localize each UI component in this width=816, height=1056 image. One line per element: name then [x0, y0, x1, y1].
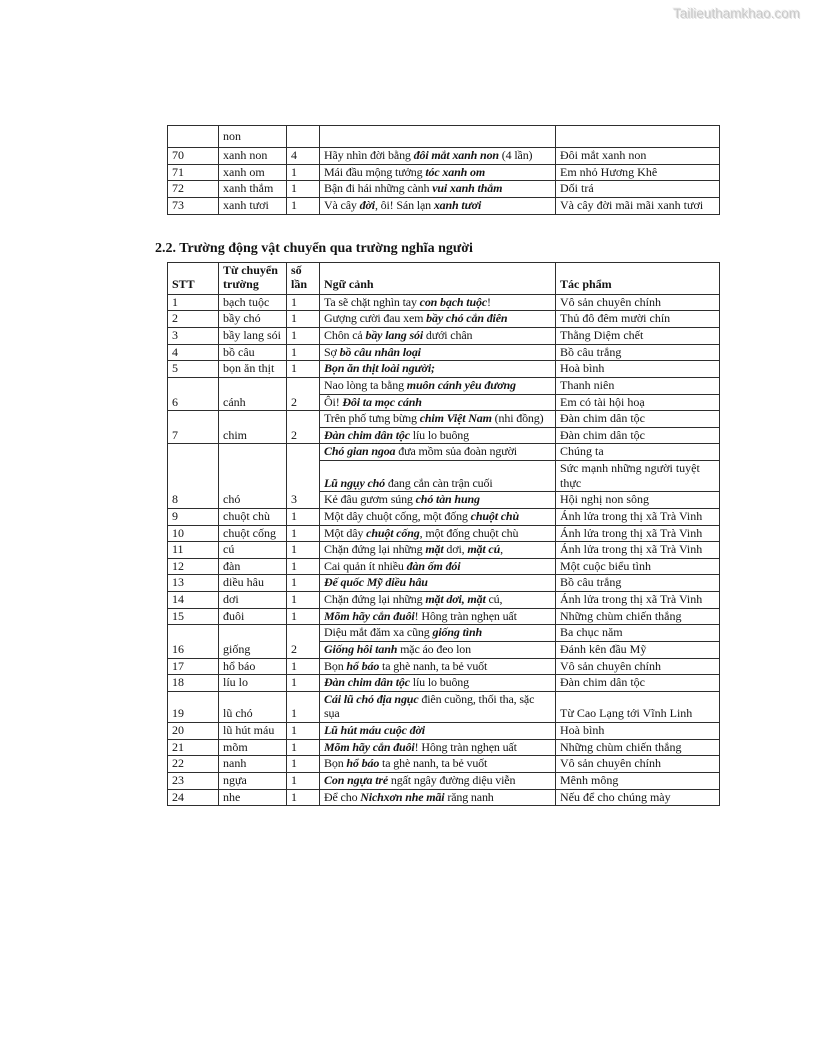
count-cell: 1: [287, 575, 320, 592]
column-header-1: Từ chuyển trường: [219, 262, 287, 294]
word-cell: đàn: [219, 558, 287, 575]
context-cell: Đàn chim dân tộc líu lo buông: [320, 675, 556, 692]
context-cell: Đàn chim dân tộc líu lo buông: [320, 427, 556, 444]
table-row: [168, 411, 720, 428]
stt-cell: 9: [168, 508, 219, 525]
highlighted-phrase: Lũ hút máu cuộc đời: [324, 723, 425, 737]
word-cell: chó: [219, 444, 287, 509]
work-cell: Đánh kên đầu Mỹ: [556, 641, 720, 658]
count-cell: 2: [287, 625, 320, 658]
context-cell: Nao lòng ta bằng muôn cánh yêu đương: [320, 377, 556, 394]
stt-cell: 17: [168, 658, 219, 675]
count-cell: 1: [287, 772, 320, 789]
highlighted-phrase: tóc xanh om: [425, 164, 486, 179]
table-row: [168, 575, 720, 592]
stt-cell: 72: [168, 181, 219, 198]
table-row: [168, 197, 720, 214]
count-cell: 1: [287, 789, 320, 806]
word-cell: dơi: [219, 592, 287, 609]
work-cell: Vô sản chuyên chính: [556, 756, 720, 773]
word-cell: bọn ăn thịt: [219, 361, 287, 378]
table-row: [168, 328, 720, 345]
count-cell: [287, 126, 320, 148]
stt-cell: 1: [168, 294, 219, 311]
table-row: [168, 675, 720, 692]
context-cell: Và cây đời, ôi! Sán lạn xanh tươi: [320, 197, 556, 214]
word-cell: bầy lang sói: [219, 328, 287, 345]
table-row: [168, 181, 720, 198]
stt-cell: 13: [168, 575, 219, 592]
highlighted-phrase: chuột chù: [470, 508, 519, 523]
table-row: [168, 558, 720, 575]
stt-cell: 7: [168, 411, 219, 444]
highlighted-phrase: Chó gian ngoa: [324, 444, 396, 459]
stt-cell: 21: [168, 739, 219, 756]
context-cell: Trên phố tưng bừng chim Việt Nam (nhi đồng): [320, 411, 556, 428]
word-cell: diều hâu: [219, 575, 287, 592]
highlighted-phrase: Lũ ngụy chó: [324, 475, 386, 490]
table-row: [168, 723, 720, 740]
word-cell: lũ chó: [219, 691, 287, 722]
count-cell: 1: [287, 658, 320, 675]
section-heading: 2.2. Trường động vật chuyển qua trường nghĩa người: [155, 240, 473, 256]
highlighted-phrase: đàn ốm đói: [406, 558, 461, 573]
stt-cell: 15: [168, 608, 219, 625]
stt-cell: 6: [168, 377, 219, 410]
highlighted-phrase: hổ báo: [346, 658, 380, 673]
stt-cell: 8: [168, 444, 219, 509]
table-row: [168, 148, 720, 165]
header-row: [168, 262, 720, 294]
count-cell: 1: [287, 558, 320, 575]
work-cell: Hoà bình: [556, 361, 720, 378]
work-cell: Hoà bình: [556, 723, 720, 740]
highlighted-phrase: bầy chó cắn điên: [426, 311, 508, 326]
work-cell: Những chùm chiến thắng: [556, 739, 720, 756]
count-cell: 2: [287, 377, 320, 410]
work-cell: Em có tài hội hoạ: [556, 394, 720, 411]
highlighted-phrase: đời: [359, 197, 375, 212]
context-cell: Mõm hãy cắn đuôi! Hông tràn nghẹn uất: [320, 608, 556, 625]
stt-cell: 20: [168, 723, 219, 740]
word-cell: xanh non: [219, 148, 287, 165]
watermark: Tailieuthamkhao.com: [673, 6, 800, 21]
work-cell: Một cuộc biểu tình: [556, 558, 720, 575]
context-cell: Con ngựa trẻ ngất ngây đường diệu viễn: [320, 772, 556, 789]
work-cell: Sức mạnh những người tuyệt thực: [556, 461, 720, 492]
table-row: [168, 756, 720, 773]
table-row: [168, 542, 720, 559]
context-cell: Bọn hổ báo ta ghè nanh, ta bẻ vuốt: [320, 658, 556, 675]
table-row: [168, 508, 720, 525]
table-row: [168, 361, 720, 378]
highlighted-phrase: giống tình: [432, 625, 483, 640]
context-cell: Ta sẽ chặt nghìn tay con bạch tuộc!: [320, 294, 556, 311]
highlighted-phrase: Đàn chim dân tộc: [324, 675, 410, 690]
stt-cell: 11: [168, 542, 219, 559]
work-cell: Hội nghị non sông: [556, 492, 720, 509]
column-header-4: Tác phẩm: [556, 262, 720, 294]
stt-cell: 70: [168, 148, 219, 165]
count-cell: 1: [287, 608, 320, 625]
work-cell: Những chùm chiến thắng: [556, 608, 720, 625]
word-cell: líu lo: [219, 675, 287, 692]
count-cell: 1: [287, 344, 320, 361]
highlighted-phrase: bồ câu nhân loại: [339, 344, 421, 359]
column-header-0: STT: [168, 262, 219, 294]
table-row: [168, 444, 720, 461]
work-cell: [556, 126, 720, 148]
table-row: [168, 625, 720, 642]
work-cell: Bồ câu trắng: [556, 575, 720, 592]
work-cell: Dối trá: [556, 181, 720, 198]
word-cell: chim: [219, 411, 287, 444]
work-cell: Vô sản chuyên chính: [556, 294, 720, 311]
count-cell: 1: [287, 181, 320, 198]
table-row: [168, 525, 720, 542]
stt-cell: 10: [168, 525, 219, 542]
work-cell: Chúng ta: [556, 444, 720, 461]
color-words-table-continued: [167, 125, 720, 215]
animal-field-table: [167, 262, 720, 807]
count-cell: 1: [287, 723, 320, 740]
context-cell: [320, 723, 556, 740]
work-cell: Em nhỏ Hương Khê: [556, 164, 720, 181]
count-cell: 1: [287, 525, 320, 542]
count-cell: 1: [287, 756, 320, 773]
stt-cell: 18: [168, 675, 219, 692]
context-cell: Cai quản ít nhiều đàn ốm đói: [320, 558, 556, 575]
word-cell: bồ câu: [219, 344, 287, 361]
highlighted-phrase: mặt: [425, 542, 444, 557]
count-cell: 3: [287, 444, 320, 509]
word-cell: chuột chù: [219, 508, 287, 525]
word-cell: xanh thắm: [219, 181, 287, 198]
context-cell: Chặn đứng lại những mặt dơi, mặt cú,: [320, 542, 556, 559]
table-row: [168, 691, 720, 722]
context-cell: Mõm hãy cắn đuôi! Hông tràn nghẹn uất: [320, 739, 556, 756]
work-cell: Ánh lửa trong thị xã Trà Vinh: [556, 592, 720, 609]
context-cell: Lũ ngụy chó đang cắn càn trận cuối: [320, 461, 556, 492]
work-cell: Từ Cao Lạng tới Vĩnh Linh: [556, 691, 720, 722]
word-cell: lũ hút máu: [219, 723, 287, 740]
count-cell: 1: [287, 675, 320, 692]
table-row: [168, 344, 720, 361]
context-cell: [320, 361, 556, 378]
stt-cell: 5: [168, 361, 219, 378]
work-cell: Thằng Diệm chết: [556, 328, 720, 345]
word-cell: mõm: [219, 739, 287, 756]
word-cell: cánh: [219, 377, 287, 410]
count-cell: 2: [287, 411, 320, 444]
work-cell: Ba chục năm: [556, 625, 720, 642]
highlighted-phrase: chim Việt Nam: [419, 411, 492, 426]
stt-cell: 14: [168, 592, 219, 609]
stt-cell: 73: [168, 197, 219, 214]
context-cell: Cái lũ chó địa ngục điên cuồng, thối tha, sặc sụa: [320, 691, 556, 722]
work-cell: Nếu để cho chúng mày: [556, 789, 720, 806]
context-cell: Chó gian ngoa đưa mồm sủa đoàn người: [320, 444, 556, 461]
highlighted-phrase: Nichxơn nhe mãi: [360, 789, 445, 804]
stt-cell: 2: [168, 311, 219, 328]
stt-cell: 12: [168, 558, 219, 575]
word-cell: non: [219, 126, 287, 148]
context-cell: Một dây chuột cống, một đống chuột chù: [320, 525, 556, 542]
highlighted-phrase: đôi mắt xanh non: [413, 148, 499, 162]
count-cell: 1: [287, 197, 320, 214]
highlighted-phrase: Bọn ăn thịt loài người;: [324, 361, 435, 376]
highlighted-phrase: muôn cánh yêu đương: [406, 377, 516, 392]
highlighted-phrase: vui xanh thắm: [432, 181, 503, 196]
stt-cell: [168, 126, 219, 148]
count-cell: 1: [287, 361, 320, 378]
page-content: [155, 125, 719, 806]
work-cell: Đàn chim dân tộc: [556, 427, 720, 444]
count-cell: 1: [287, 508, 320, 525]
count-cell: 4: [287, 148, 320, 165]
stt-cell: 23: [168, 772, 219, 789]
context-cell: [320, 575, 556, 592]
context-cell: Ôi! Đôi ta mọc cánh: [320, 394, 556, 411]
count-cell: 1: [287, 164, 320, 181]
context-cell: Diệu mắt đăm xa cũng giống tình: [320, 625, 556, 642]
context-cell: Kẻ đâu gươm súng chó tàn hung: [320, 492, 556, 509]
table-row: [168, 311, 720, 328]
highlighted-phrase: chuột cống: [366, 525, 420, 540]
highlighted-phrase: chó tàn hung: [415, 492, 480, 507]
work-cell: Đàn chim dân tộc: [556, 675, 720, 692]
context-cell: Bận đi hái những cành vui xanh thắm: [320, 181, 556, 198]
count-cell: 1: [287, 592, 320, 609]
word-cell: chuột cống: [219, 525, 287, 542]
context-cell: Chôn cả bầy lang sói dưới chân: [320, 328, 556, 345]
word-cell: ngựa: [219, 772, 287, 789]
stt-cell: 71: [168, 164, 219, 181]
word-cell: nhe: [219, 789, 287, 806]
context-cell: Giống hôi tanh mặc áo đeo lon: [320, 641, 556, 658]
column-header-3: Ngữ cảnh: [320, 262, 556, 294]
work-cell: Ánh lửa trong thị xã Trà Vinh: [556, 542, 720, 559]
work-cell: Và cây đời mãi mãi xanh tươi: [556, 197, 720, 214]
count-cell: 1: [287, 542, 320, 559]
table-row: [168, 739, 720, 756]
word-cell: bạch tuộc: [219, 294, 287, 311]
highlighted-phrase: Đôi ta mọc cánh: [342, 394, 422, 409]
highlighted-phrase: mặt dơi, mặt: [425, 592, 486, 606]
stt-cell: 16: [168, 625, 219, 658]
table-row: [168, 377, 720, 394]
context-cell: Để cho Nichxơn nhe mãi răng nanh: [320, 789, 556, 806]
table-row: [168, 126, 720, 148]
table-row: [168, 592, 720, 609]
column-header-2: số lần: [287, 262, 320, 294]
work-cell: Đôi mắt xanh non: [556, 148, 720, 165]
context-cell: [320, 126, 556, 148]
table-row: [168, 789, 720, 806]
work-cell: Thanh niên: [556, 377, 720, 394]
stt-cell: 19: [168, 691, 219, 722]
table-row: [168, 772, 720, 789]
table-row: [168, 164, 720, 181]
highlighted-phrase: xanh tươi: [433, 197, 482, 212]
highlighted-phrase: Giống hôi tanh: [324, 641, 398, 656]
count-cell: 1: [287, 691, 320, 722]
context-cell: Sợ bồ câu nhân loại: [320, 344, 556, 361]
count-cell: 1: [287, 311, 320, 328]
context-cell: Chặn đứng lại những mặt dơi, mặt cú,: [320, 592, 556, 609]
highlighted-phrase: Cái lũ chó địa ngục: [324, 691, 419, 706]
table-row: [168, 294, 720, 311]
context-cell: Mái đầu mộng tưởng tóc xanh om: [320, 164, 556, 181]
context-cell: Một dây chuột cống, một đống chuột chù: [320, 508, 556, 525]
highlighted-phrase: Đế quốc Mỹ diều hâu: [324, 575, 428, 590]
highlighted-phrase: Mõm hãy cắn đuôi: [324, 739, 415, 754]
work-cell: Ánh lửa trong thị xã Trà Vinh: [556, 508, 720, 525]
table-row: [168, 658, 720, 675]
table-row: [168, 608, 720, 625]
stt-cell: 22: [168, 756, 219, 773]
work-cell: Ánh lửa trong thị xã Trà Vinh: [556, 525, 720, 542]
highlighted-phrase: mặt cú: [467, 542, 501, 557]
highlighted-phrase: Đàn chim dân tộc: [324, 427, 410, 442]
word-cell: nanh: [219, 756, 287, 773]
highlighted-phrase: con bạch tuộc: [419, 294, 488, 309]
count-cell: 1: [287, 328, 320, 345]
word-cell: bầy chó: [219, 311, 287, 328]
word-cell: giống: [219, 625, 287, 658]
word-cell: đuôi: [219, 608, 287, 625]
highlighted-phrase: Con ngựa trẻ: [324, 772, 389, 787]
highlighted-phrase: hổ báo: [346, 756, 380, 771]
stt-cell: 24: [168, 789, 219, 806]
count-cell: 1: [287, 739, 320, 756]
word-cell: xanh tươi: [219, 197, 287, 214]
context-cell: Hãy nhìn đời bằng đôi mắt xanh non (4 lần): [320, 148, 556, 165]
word-cell: xanh om: [219, 164, 287, 181]
work-cell: Mênh mông: [556, 772, 720, 789]
work-cell: Thủ đô đêm mười chín: [556, 311, 720, 328]
work-cell: Vô sản chuyên chính: [556, 658, 720, 675]
stt-cell: 3: [168, 328, 219, 345]
highlighted-phrase: bầy lang sói: [365, 328, 424, 342]
work-cell: Bồ câu trắng: [556, 344, 720, 361]
work-cell: Đàn chim dân tộc: [556, 411, 720, 428]
count-cell: 1: [287, 294, 320, 311]
word-cell: cú: [219, 542, 287, 559]
context-cell: Bọn hổ báo ta ghè nanh, ta bẻ vuốt: [320, 756, 556, 773]
highlighted-phrase: Mõm hãy cắn đuôi: [324, 608, 415, 623]
context-cell: Gượng cười đau xem bầy chó cắn điên: [320, 311, 556, 328]
stt-cell: 4: [168, 344, 219, 361]
word-cell: hổ báo: [219, 658, 287, 675]
